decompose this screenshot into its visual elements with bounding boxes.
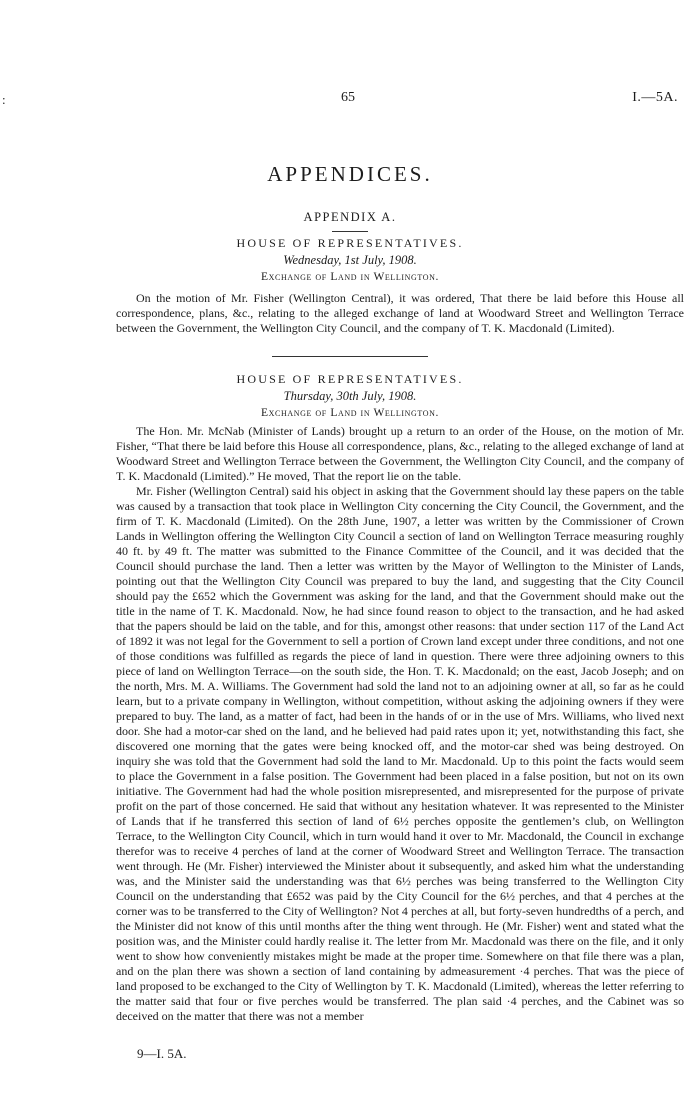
section-divider xyxy=(272,356,428,357)
subject-line: Exchange of Land in Wellington. xyxy=(261,271,439,283)
date-line-second: Thursday, 30th July, 1908. xyxy=(283,389,417,403)
speech-paragraph: Mr. Fisher (Wellington Central) said his object in asking that the Government should lay these papers on the table was caused by a transaction that took place in Wellington City concerning the City Council, the Government, and the firm of T. K. Macdonald (Limited). On the 28th June, 1907, a letter was written by the Commissioner of Crown Lands in Wellington offering the Wellington City Council a section of land on Wellington Terrace measuring roughly 40 ft. by 49 ft. The matter was submitted to the Finance Committee of the Council, and it was decided that the Council should purchase the land. Then a letter was written by the Mayor of Wellington to the Minister of Lands, pointing out that the Wellington City Council was prepared to buy the land, and suggesting that the City Council should pay the £652 which the Government was asking for the land, and that the Government should make out the title in the name of T. K. Macdonald. Now, he had since found reason to object to the transaction, and he had asked that the papers should be laid on the table, and for this, amongst other reasons: that under section 117 of the Land Act of 1892 it was not legal for the Government to sell a portion of Crown land except under three conditions, and not one of those conditions was fulfilled as regards the piece of land in question. There were three adjoining owners to this piece of land on Wellington Terrace—on the south side, the Hon. T. K. Macdonald; on the east, Jacob Joseph; and on the north, Mrs. M. A. Williams. The Government had sold the land not to an adjoining owner at all, so far as he could learn, but to a private company in Wellington, without competition, without asking the adjoining owners if they were prepared to buy. The land, as a matter of fact, had been in the hands of or in the use of Mrs. Williams, who lived next door. She had a motor-car shed on the land, and he believed had paid rates upon it; yet, notwithstanding this fact, she discovered one morning that the gates were being knocked off, and the motor-car shed was being destroyed. On inquiry she was told that the Government had sold the land to Mr. Macdonald. Up to this point the facts would seem to place the Government in a false position. The Government had been placed in a false position, but not on its own initiative. The Government had had the whole position misrepresented, and misrepresented for the purpose of private profit on the part of those concerned. He said that without any hesitation whatever. It was represented to the Minister of Lands that if he transferred this section of land of 6½ perches opposite the gentlemen’s club, on Wellington Terrace, to the Wellington City Council, which in turn would hand it over to Mr. Macdonald, the Council in exchange therefor was to receive 4 perches of land at the corner of Woodward Street and Wellington Terrace. The transaction went through. He (Mr. Fisher) interviewed the Minister about it subsequently, and asked him what the understanding was, and the Minister said the understanding was that 6½ perches was being transferred to the Wellington City Council on the understanding that £652 was paid by the City Council for the 6½ perches, and that 4 perches at the corner was to be transferred to the City of Wellington? Not 4 perches at all, but forty-seven hundredths of a perch, and the Minister did not know of this until months after the thing went through. He (Mr. Fisher) went and stated what the position was, and the Minister could hardly realise it. The letter from Mr. Macdonald was there on the file, and it only went to show how conveniently mistakes might be made at the proper time. Somewhere on that file there was a plan, and on the plan there was shown a section of land containing by admeasurement ·4 perches. That was the piece of land proposed to be exchanged to the City of Wellington by T. K. Macdonald (Limited), whereas the letter referring to the matter said that four or five perches would be transferred. The plan said ·4 perches, and the Cabinet was so deceived on the matter that there was not a member xyxy=(116,484,684,1023)
document-reference: I.—5A. xyxy=(632,90,678,105)
footer-signature: 9—I. 5A. xyxy=(137,1046,187,1061)
house-heading-second: HOUSE OF REPRESENTATIVES. xyxy=(236,372,464,386)
return-paragraph: The Hon. Mr. McNab (Minister of Lands) brought up a return to an order of the House, on the motion of Mr. Fisher, “That there be laid before this House all correspondence, plans, &c., relating to the alleged exchange of land at Woodward Street and Wellington Terrace between the Government, the Wellington City Council, and the company of T. K. Macdonald (Limited).” He moved, That the report lie on the table. xyxy=(116,424,684,483)
margin-mark: : xyxy=(2,92,6,107)
house-heading: HOUSE OF REPRESENTATIVES. xyxy=(236,236,464,250)
subject-line-second: Exchange of Land in Wellington. xyxy=(261,407,439,419)
date-line: Wednesday, 1st July, 1908. xyxy=(283,253,417,267)
appendix-heading: APPENDIX A. xyxy=(303,210,397,224)
heading-rule xyxy=(332,231,368,232)
page-number: 65 xyxy=(341,90,355,105)
page-title: APPENDICES. xyxy=(267,162,433,186)
motion-paragraph: On the motion of Mr. Fisher (Wellington Central), it was ordered, That there be laid before this House all correspondence, plans, &c., relating to the alleged exchange of land at Woodward Street and Wellington Terrace between the Government, the Wellington City Council, and the company of T. K. Macdonald (Limited). xyxy=(116,291,684,335)
